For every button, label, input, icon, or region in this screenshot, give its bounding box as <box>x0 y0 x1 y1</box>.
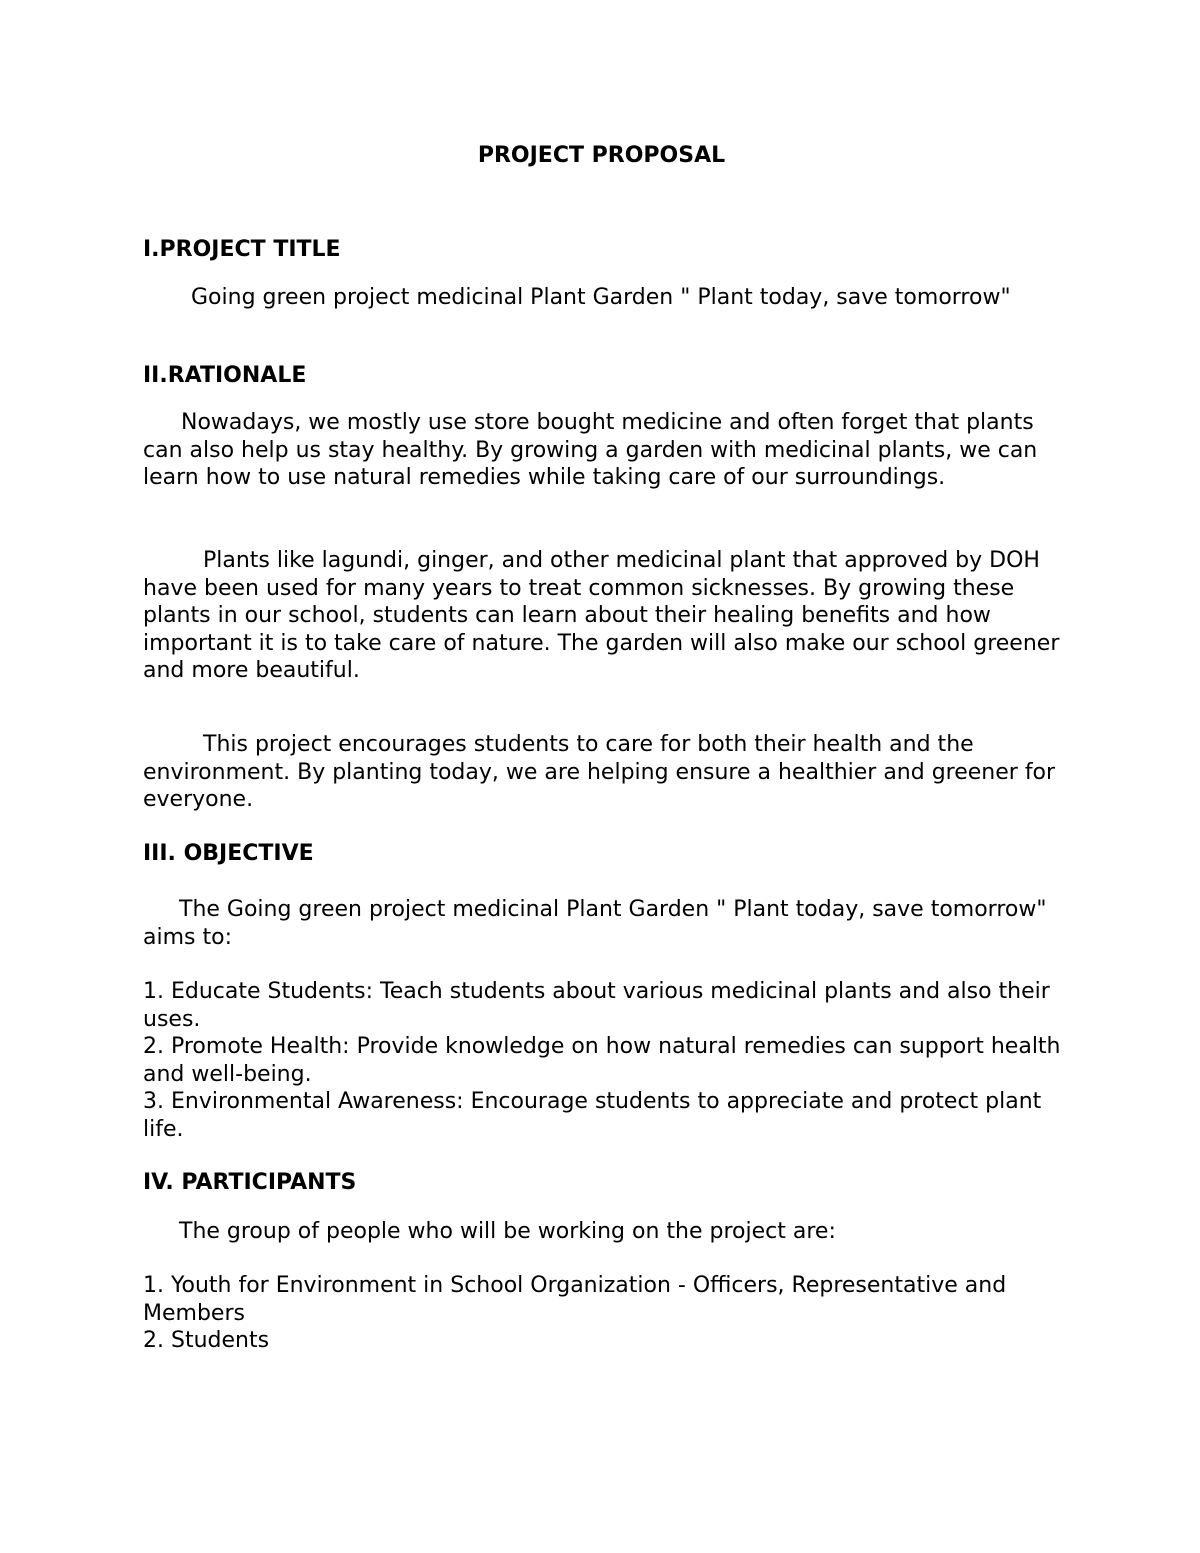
rationale-paragraph-1: Nowadays, we mostly use store bought medicine and often forget that plants can also help us stay healthy. By growing a garden with medicinal plants, we can learn how to use natural remedies while taking care of our surroundings. <box>143 410 1038 490</box>
list-item: 1. Educate Students: Teach students about various medicinal plants and also their uses. <box>143 979 1050 1032</box>
objective-intro: The Going green project medicinal Plant Garden " Plant today, save tomorrow" aims to: <box>143 897 1047 950</box>
rationale-paragraph-3: This project encourages students to care for both their health and the environment. By planting today, we are helping ensure a healthier and greener for everyone. <box>143 732 1056 812</box>
section-heading-objective: III. OBJECTIVE <box>143 841 314 866</box>
participants-intro: The group of people who will be working on the project are: <box>179 1219 836 1244</box>
participants-list <box>143 1272 1063 1355</box>
list-item: 2. Students <box>143 1328 270 1353</box>
section-heading-participants: IV. PARTICIPANTS <box>143 1170 357 1195</box>
list-item: 1. Youth for Environment in School Organization - Officers, Representative and Members <box>143 1273 1007 1326</box>
section-heading-rationale: II.RATIONALE <box>143 363 307 388</box>
list-item: 3. Environmental Awareness: Encourage students to appreciate and protect plant life. <box>143 1089 1042 1142</box>
section-heading-project-title: I.PROJECT TITLE <box>143 237 341 262</box>
rationale-paragraph-2: Plants like lagundi, ginger, and other medicinal plant that approved by DOH have been used for many years to treat common sicknesses. By growing these plants in our school, students can learn about their healing benefits and how important it is to take care of nature. The garden will also make our school greener and more beautiful. <box>143 548 1060 683</box>
project-title-text: Going green project medicinal Plant Garden " Plant today, save tomorrow" <box>191 285 1011 310</box>
objective-list <box>143 978 1063 1143</box>
document-title: PROJECT PROPOSAL <box>477 143 726 168</box>
list-item: 2. Promote Health: Provide knowledge on how natural remedies can support health and well-being. <box>143 1034 1061 1087</box>
